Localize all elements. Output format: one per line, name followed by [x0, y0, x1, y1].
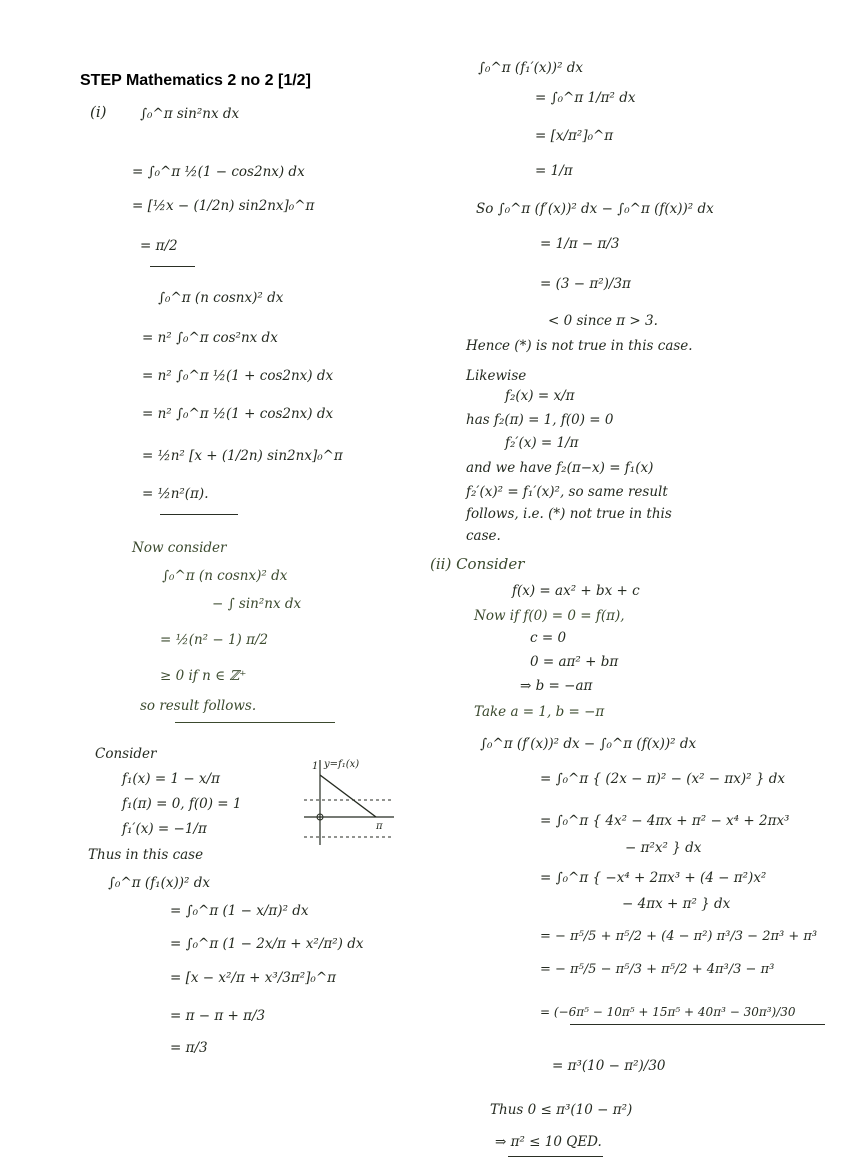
math-line: f₁(π) = 0, f(0) = 1	[122, 796, 242, 812]
underline	[570, 1024, 825, 1025]
math-line: = ½(n² − 1) π/2	[160, 632, 269, 648]
math-line: = π − π + π/3	[170, 1008, 266, 1024]
math-line: = − π⁵/5 + π⁵/2 + (4 − π²) π³/3 − 2π³ + π³	[540, 929, 818, 944]
math-line: Now consider	[132, 540, 227, 556]
function-sketch-svg	[298, 755, 398, 855]
math-line: = n² ∫₀^π ½(1 + cos2nx) dx	[142, 406, 334, 422]
math-line: = ∫₀^π (1 − 2x/π + x²/π²) dx	[170, 936, 364, 952]
math-line: ∫₀^π sin²nx dx	[140, 106, 240, 122]
math-line: ⇒ b = −aπ	[520, 678, 593, 694]
math-line: = n² ∫₀^π cos²nx dx	[142, 330, 278, 346]
math-line: and we have f₂(π−x) = f₁(x)	[466, 460, 654, 476]
math-line: = [x/π²]₀^π	[535, 128, 614, 144]
math-line: f(x) = ax² + bx + c	[512, 583, 640, 599]
math-line: ∫₀^π (f′(x))² dx − ∫₀^π (f(x))² dx	[480, 736, 697, 752]
math-line: f₁′(x) = −1/π	[122, 821, 207, 837]
math-line: = (3 − π²)/3π	[540, 276, 631, 292]
math-line: f₁(x) = 1 − x/π	[122, 771, 220, 787]
math-line: = − π⁵/5 − π⁵/3 + π⁵/2 + 4π³/3 − π³	[540, 962, 775, 977]
math-line: so result follows.	[140, 698, 257, 714]
underline	[508, 1156, 603, 1157]
math-line: Thus in this case	[88, 847, 204, 863]
math-line: = π³(10 − π²)/30	[552, 1058, 666, 1074]
math-line: = [x − x²/π + x³/3π²]₀^π	[170, 970, 337, 986]
math-line: Now if f(0) = 0 = f(π),	[474, 608, 625, 624]
math-line: = ∫₀^π (1 − x/π)² dx	[170, 903, 309, 919]
math-line: 0 = aπ² + bπ	[530, 654, 619, 670]
math-line: = 1/π − π/3	[540, 236, 620, 252]
math-line: Hence (*) is not true in this case.	[466, 338, 693, 354]
math-line: ∫₀^π (n cosnx)² dx	[158, 290, 284, 306]
math-line: So ∫₀^π (f′(x))² dx − ∫₀^π (f(x))² dx	[476, 201, 714, 217]
underline	[175, 722, 335, 723]
math-line: = ∫₀^π { (2x − π)² − (x² − πx)² } dx	[540, 771, 785, 787]
math-line: c = 0	[530, 630, 567, 646]
x-intercept-label: π	[376, 821, 383, 832]
math-line: − ∫ sin²nx dx	[212, 596, 302, 612]
math-line: < 0 since π > 3.	[548, 313, 658, 329]
math-line: = 1/π	[535, 163, 573, 179]
math-line: Thus 0 ≤ π³(10 − π²)	[490, 1102, 633, 1118]
underline	[150, 266, 195, 267]
math-line: Consider	[95, 746, 157, 762]
math-line: ∫₀^π (n cosnx)² dx	[162, 568, 288, 584]
f1-curve	[320, 775, 376, 817]
math-line: Take a = 1, b = −π	[474, 704, 605, 720]
math-line: = ½n² [x + (1/2n) sin2nx]₀^π	[142, 448, 343, 464]
math-line: ≥ 0 if n ∈ ℤ⁺	[160, 668, 247, 684]
math-line: = π/3	[170, 1040, 208, 1056]
curve-label: y=f₁(x)	[324, 759, 360, 770]
math-line: = ∫₀^π ½(1 − cos2nx) dx	[132, 164, 305, 180]
math-line: = ½n²(π).	[142, 486, 209, 502]
math-line: = (−6π⁵ − 10π⁵ + 15π⁵ + 40π³ − 30π³)/30	[540, 1005, 796, 1019]
math-line: Likewise	[466, 368, 527, 384]
math-line: = ∫₀^π 1/π² dx	[535, 90, 636, 106]
math-line: ∫₀^π (f₁(x))² dx	[108, 875, 210, 891]
math-line: = π/2	[140, 238, 178, 254]
page-title: STEP Mathematics 2 no 2 [1/2]	[80, 72, 311, 89]
math-line: − 4πx + π² } dx	[622, 896, 731, 912]
math-line: f₂′(x)² = f₁′(x)², so same result	[466, 484, 668, 500]
math-line: f₂′(x) = 1/π	[505, 435, 579, 451]
math-line: = [½x − (1/2n) sin2nx]₀^π	[132, 198, 315, 214]
math-line: − π²x² } dx	[625, 840, 702, 856]
math-line: = ∫₀^π { 4x² − 4πx + π² − x⁴ + 2πx³	[540, 813, 790, 829]
part-i-label: (i)	[90, 103, 107, 121]
math-line: ⇒ π² ≤ 10 QED.	[495, 1134, 602, 1150]
math-line: = n² ∫₀^π ½(1 + cos2nx) dx	[142, 368, 334, 384]
math-line: = ∫₀^π { −x⁴ + 2πx³ + (4 − π²)x²	[540, 870, 767, 886]
math-line: case.	[466, 528, 501, 544]
math-line: ∫₀^π (f₁′(x))² dx	[478, 60, 584, 76]
y-intercept-label: 1	[312, 761, 319, 772]
part-ii-heading: (ii) Consider	[430, 555, 525, 573]
function-sketch	[298, 755, 398, 855]
underline	[160, 514, 238, 515]
math-line: follows, i.e. (*) not true in this	[466, 506, 672, 522]
math-line: has f₂(π) = 1, f(0) = 0	[466, 412, 614, 428]
math-line: f₂(x) = x/π	[505, 388, 575, 404]
